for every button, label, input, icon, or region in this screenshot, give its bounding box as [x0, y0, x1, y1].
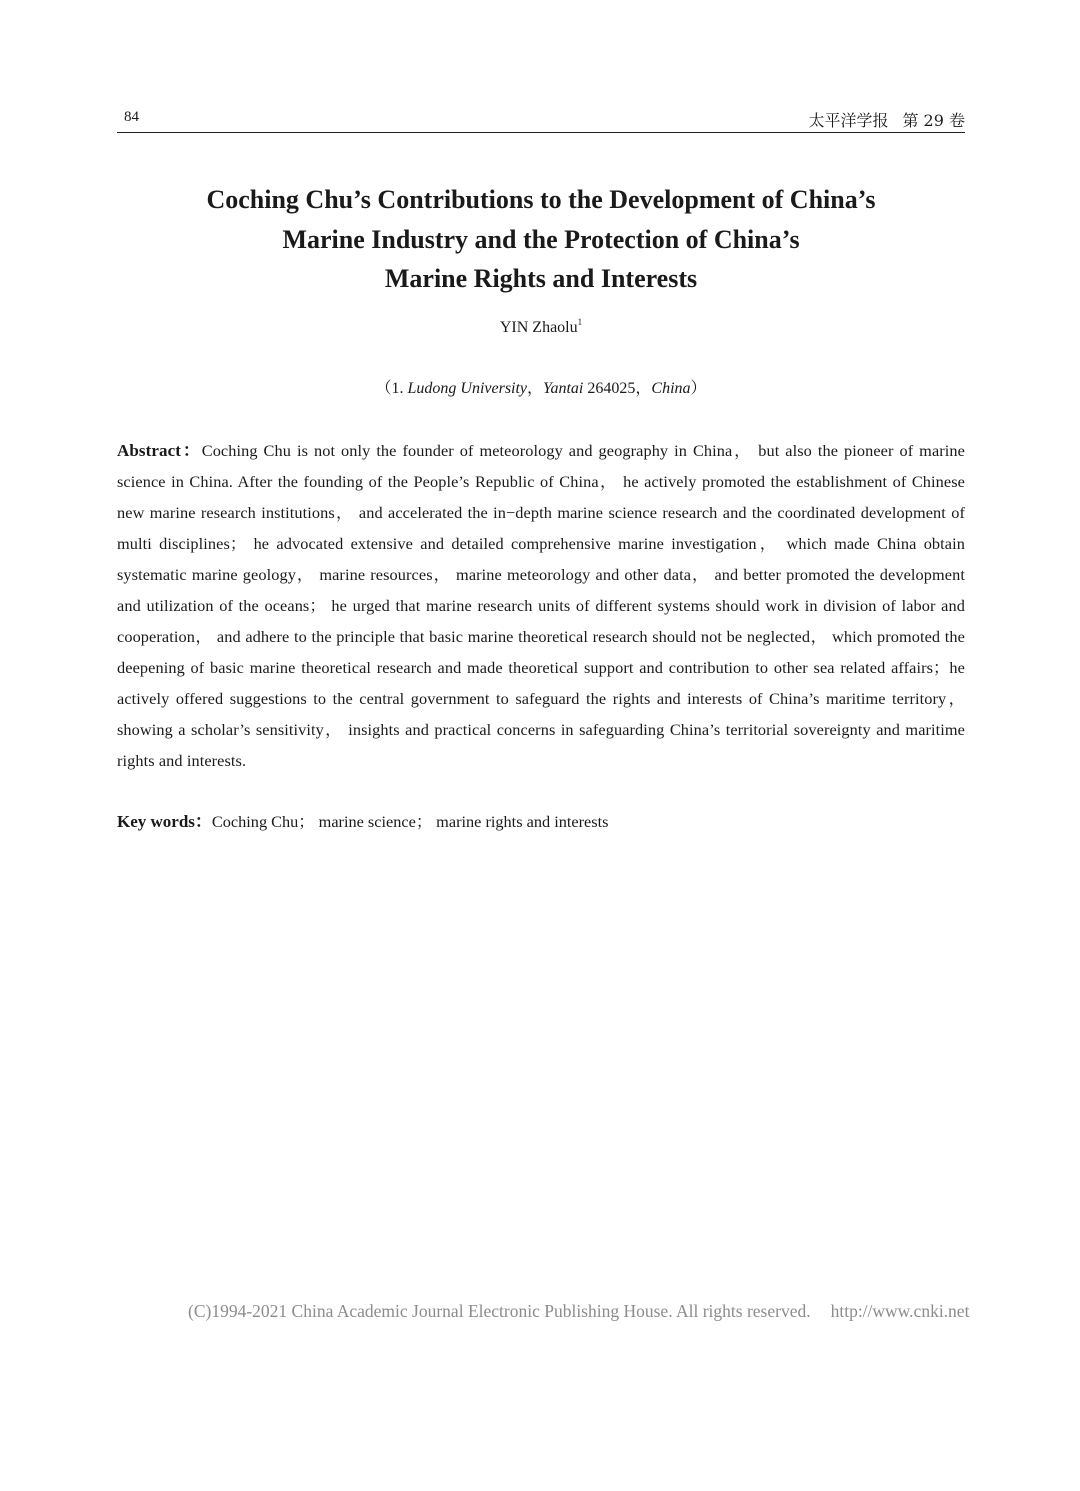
- keywords: [117, 808, 965, 836]
- copyright-footer: [188, 1301, 969, 1322]
- affiliation-postcode: 264025: [583, 380, 636, 397]
- affiliation-country: China: [651, 380, 691, 397]
- abstract: [117, 435, 965, 776]
- keywords-label: Key words: [117, 812, 195, 831]
- abstract-label: Abstract: [117, 441, 182, 460]
- title-line: Coching Chu’s Contributions to the Development of China’s: [206, 185, 876, 214]
- author-line: [117, 317, 965, 337]
- journal-name: 太平洋学报: [808, 111, 889, 130]
- source-url: http://www.cnki.net: [830, 1301, 970, 1321]
- abstract-colon: ：: [181, 441, 202, 460]
- affiliation-close: ）: [690, 380, 707, 397]
- title-line: Marine Rights and Interests: [384, 264, 698, 293]
- affiliation-city: Yantai: [543, 380, 584, 397]
- affiliation-open: （1.: [375, 380, 408, 397]
- affiliation-university: Ludong University: [407, 380, 528, 397]
- keywords-colon: ：: [194, 812, 212, 831]
- paper-title: [117, 180, 965, 299]
- copyright-text: (C)1994-2021 China Academic Journal Electronic Publishing House. All rights reserved.: [188, 1301, 811, 1321]
- page-number: 84: [124, 109, 139, 125]
- volume-label: 第 29 卷: [902, 111, 965, 130]
- author-affiliation: [117, 375, 965, 398]
- author-name: YIN Zhaolu: [499, 319, 578, 336]
- affiliation-mark: 1: [577, 317, 583, 327]
- title-line: Marine Industry and the Protection of China’s: [282, 224, 800, 254]
- affiliation-separator: ，: [635, 380, 652, 397]
- keywords-text: Coching Chu； marine science； marine rights and interests: [211, 812, 609, 831]
- running-header: [117, 106, 965, 133]
- abstract-text: Coching Chu is not only the founder of meteorology and geography in China， but also the pioneer of marine science in China. After the founding of the People’s Republic of China， he actively promoted the establishment of Chinese new marine research institutions， and accelerated the in−depth marine science research and the coordinated development of multi disciplines； he advocated extensive and detailed comprehensive marine investigation， which made China obtain systematic marine geology， marine resources， marine meteorology and other data， and better promoted the development and utilization of the oceans； he urged that marine research units of different systems should work in division of labor and cooperation， and adhere to the principle that basic marine theoretical research should not be neglected， which promoted the deepening of basic marine theoretical research and made theoretical support and contribution to other sea related affairs；he actively offered suggestions to the central government to safeguard the rights and interests of China’s maritime territory， showing a scholar’s sensitivity， insights and practical concerns in safeguarding China’s territorial sovereignty and maritime rights and interests.: [117, 441, 965, 770]
- journal-volume: [808, 108, 965, 131]
- affiliation-separator: ，: [527, 380, 544, 397]
